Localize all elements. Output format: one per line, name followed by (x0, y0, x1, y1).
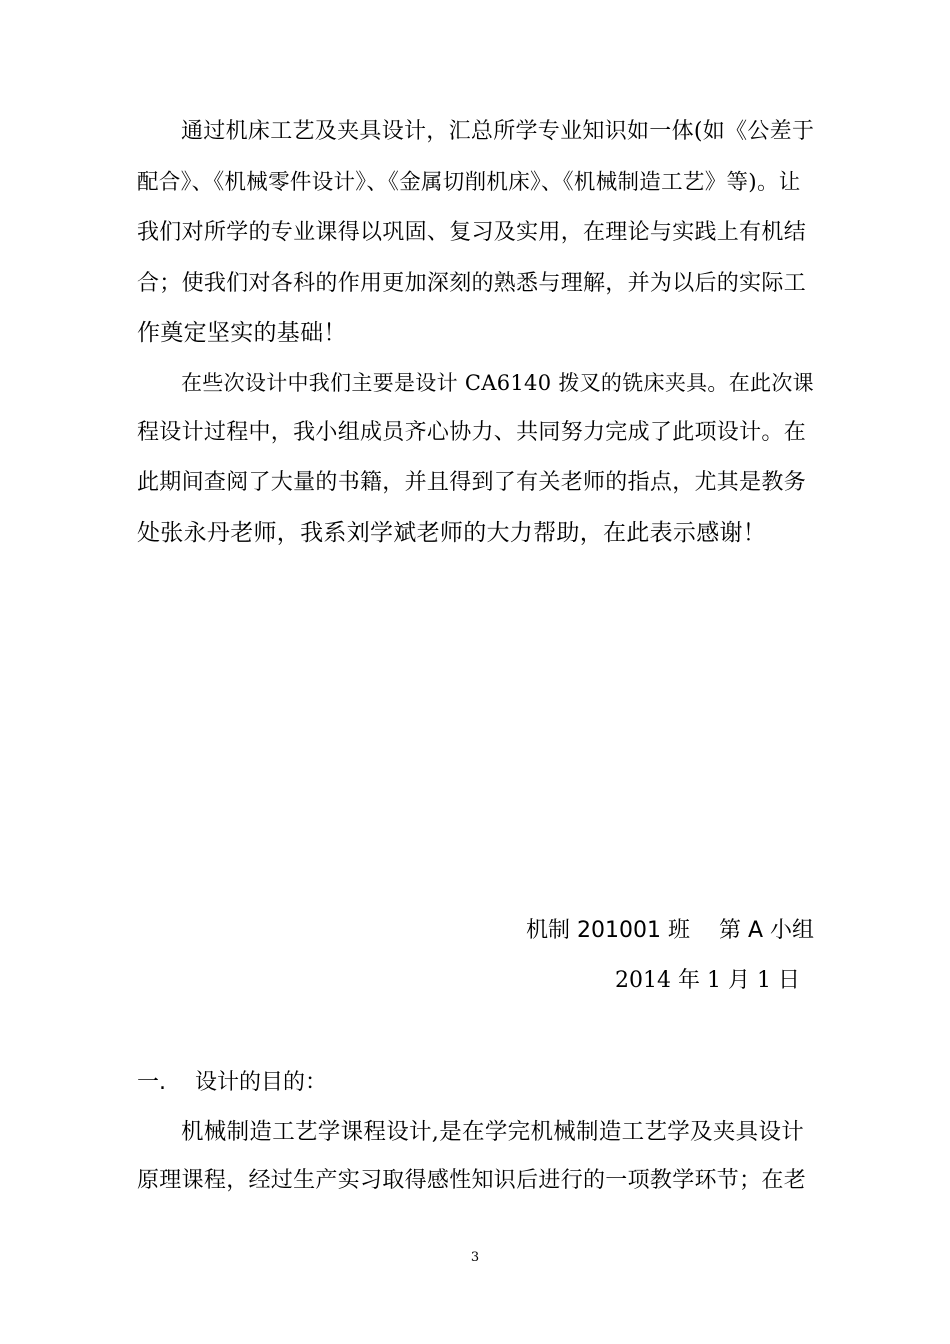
paragraph-1-line-3: 我们对所学的专业课得以巩固、复习及实用，在理论与实践上有机结 (137, 220, 807, 245)
section-number: 一. (137, 1070, 166, 1095)
paragraph-3-line-1: 机械制造工艺学课程设计,是在学完机械制造工艺学及夹具设计 (181, 1119, 805, 1145)
paragraph-1-line-4: 合；使我们对各科的作用更加深刻的熟悉与理解，并为以后的实际工 (137, 271, 807, 296)
paragraph-2-line-1: 在些次设计中我们主要是设计 CA6140 拨叉的铣床夹具。在此次课 (181, 371, 814, 395)
section-heading (137, 1068, 327, 1098)
paragraph-1-line-1: 通过机床工艺及夹具设计，汇总所学专业知识如一体(如《公差于 (181, 119, 815, 144)
page-number: 3 (470, 1250, 480, 1265)
section-title: 设计的目的： (195, 1070, 328, 1095)
paragraph-3-line-2: 原理课程，经过生产实习取得感性知识后进行的一项教学环节；在老 (137, 1168, 807, 1193)
paragraph-1-line-5: 作奠定坚实的基础！ (137, 320, 347, 346)
paragraph-2-line-4: 处张永丹老师，我系刘学斌老师的大力帮助，在此表示感谢！ (137, 520, 767, 546)
signature-date: 2014 年 1 月 1 日 (615, 968, 800, 993)
paragraph-1-line-2: 配合》、《机械零件设计》、《金属切削机床》、《机械制造工艺》等)。让 (137, 170, 801, 195)
signature-group: 机制 201001 班 第 A 小组 (526, 918, 814, 943)
paragraph-2-line-2: 程设计过程中，我小组成员齐心协力、共同努力完成了此项设计。在 (137, 420, 807, 445)
paragraph-2-line-3: 此期间查阅了大量的书籍，并且得到了有关老师的指点，尤其是教务 (137, 470, 807, 495)
